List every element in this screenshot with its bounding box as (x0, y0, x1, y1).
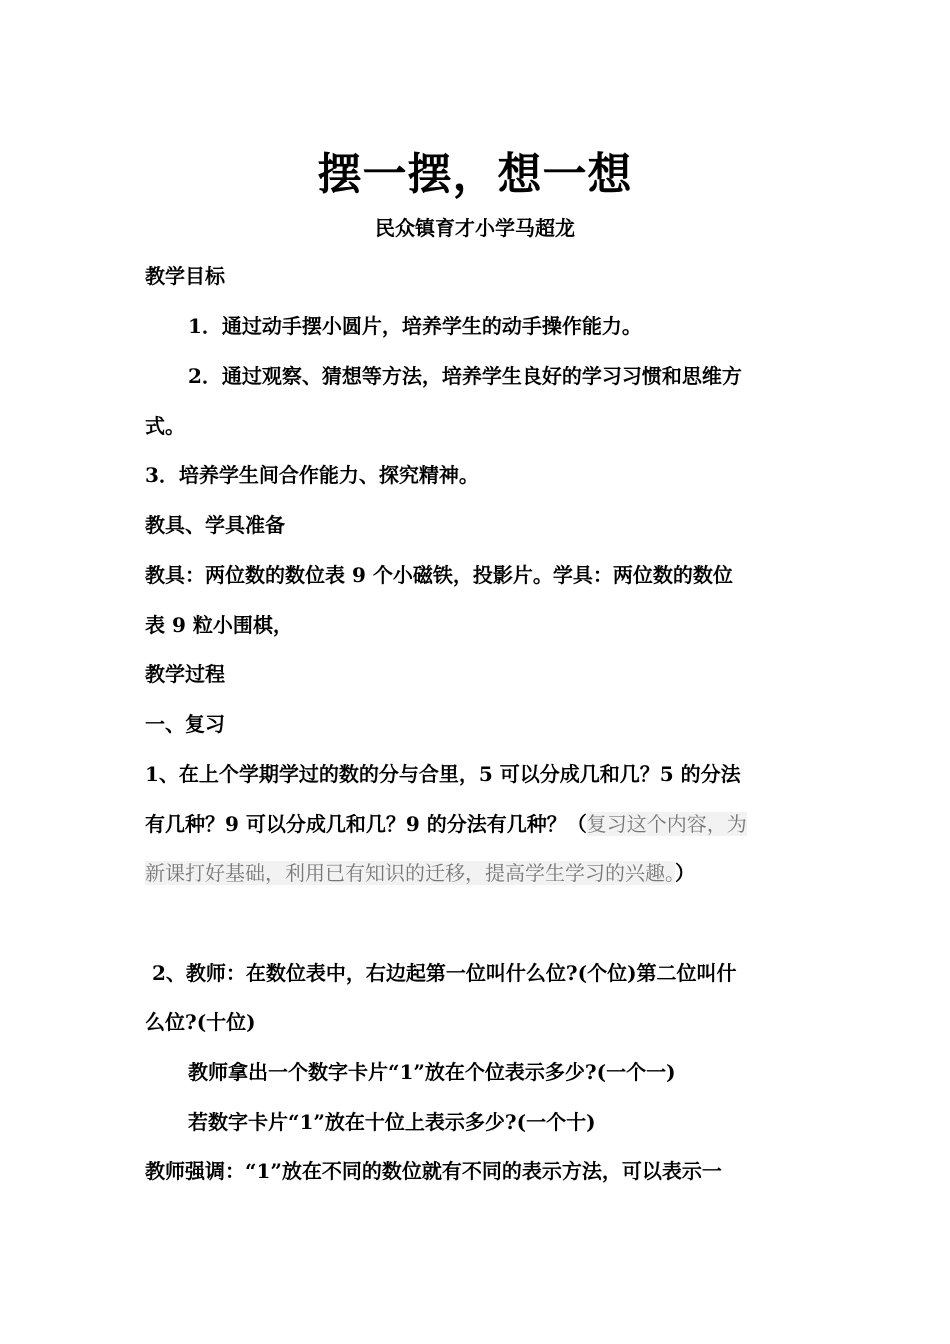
goals-heading: 教学目标 (145, 264, 225, 288)
goal-2-line-1: 2．通过观察、猜想等方法，培养学生良好的学习习惯和思维方 (188, 364, 742, 388)
author-line: 民众镇育才小学马超龙 (375, 216, 575, 240)
tools-line-1: 教具：两位数的数位表 9 个小磁铁，投影片。学具：两位数的数位 (145, 563, 733, 587)
review-1-line-3 (145, 859, 695, 887)
teacher-2-line-1: 2、教师：在数位表中，右边起第一位叫什么位?(个位)第二位叫什 (152, 961, 737, 985)
document-title: 摆一摆，想一想 (317, 149, 633, 200)
goal-3: 3．培养学生间合作能力、探究精神。 (145, 463, 479, 487)
tools-line-2: 表 9 粒小围棋， (145, 613, 293, 637)
process-heading: 教学过程 (145, 662, 225, 686)
card-1-question: 教师拿出一个数字卡片“1”放在个位表示多少?(一个一) (188, 1060, 676, 1084)
review-1-note-part-1: 复习这个内容，为 (586, 812, 747, 836)
goal-1: 1．通过动手摆小圆片，培养学生的动手操作能力。 (188, 314, 642, 338)
review-1-line-2 (145, 810, 747, 838)
review-1-text: 有几种？9 可以分成几和几？9 的分法有几种？（ (145, 812, 587, 836)
teacher-2-line-2: 么位?(十位) (145, 1010, 256, 1034)
review-1-closing-paren: ） (675, 861, 695, 885)
review-1-note-part-2: 新课打好基础，利用已有知识的迁移，提高学生学习的兴趣。 (145, 861, 675, 885)
goal-2-line-2: 式。 (145, 414, 185, 438)
review-1-line-1: 1、在上个学期学过的数的分与合里，5 可以分成几和几？5 的分法 (145, 762, 741, 786)
card-2-question: 若数字卡片“1”放在十位上表示多少?(一个十) (188, 1110, 596, 1134)
teacher-emphasis: 教师强调：“1”放在不同的数位就有不同的表示方法，可以表示一 (145, 1159, 722, 1183)
tools-heading: 教具、学具准备 (145, 513, 285, 537)
review-heading: 一、复习 (145, 712, 225, 736)
